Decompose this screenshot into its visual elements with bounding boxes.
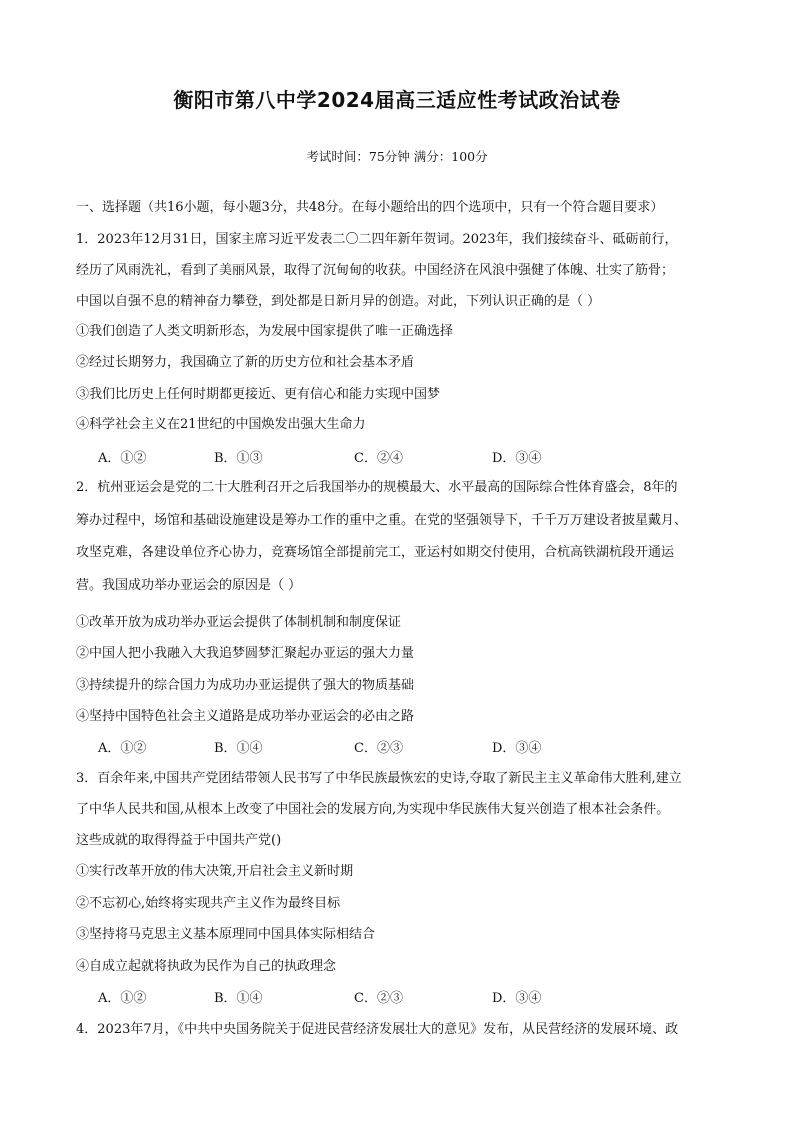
page-title: 衡阳市第八中学2024届高三适应性考试政治试卷: [173, 88, 621, 112]
q2-line-3: 攻坚克难，各建设单位齐心协力，竞赛场馆全部提前完工，亚运村如期交付使用，合杭高铁湖杭段开通运: [76, 545, 675, 560]
q2-option-a: A．①②: [98, 741, 147, 756]
q1-option-a: A．①②: [98, 451, 147, 466]
q3-line-3: 这些成就的取得得益于中国共产党(): [76, 833, 282, 848]
q1-item-3: ③我们比历史上任何时期都更接近、更有信心和能力实现中国梦: [76, 387, 441, 402]
q3-option-c: C．②③: [354, 991, 403, 1006]
q2-item-2: ②中国人把小我融入大我追梦圆梦汇聚起办亚运的强大力量: [76, 646, 415, 661]
q3-item-3: ③坚持将马克思主义基本原理同中国具体实际相结合: [76, 927, 376, 942]
exam-info: 考试时间：75分钟 满分：100分: [306, 149, 488, 164]
q3-option-d: D．③④: [492, 991, 542, 1006]
q1-item-2: ②经过长期努力，我国确立了新的历史方位和社会基本矛盾: [76, 355, 415, 370]
section-heading: 一、选择题（共16小题，每小题3分，共48分。在每小题给出的四个选项中，只有一个符合题目要求）: [76, 200, 664, 215]
q2-line-1: 2．杭州亚运会是党的二十大胜利召开之后我国举办的规模最大、水平最高的国际综合性体育盛会，8年的: [76, 480, 678, 495]
q1-line-3: 中国以自强不息的精神奋力攀登，到处都是日新月异的创造。对此，下列认识正确的是（ ）: [76, 294, 601, 309]
q1-option-b: B．①③: [214, 451, 263, 466]
q3-item-4: ④自成立起就将执政为民作为自己的执政理念: [76, 959, 337, 974]
q2-item-1: ①改革开放为成功举办亚运会提供了体制机制和制度保证: [76, 615, 402, 630]
q2-item-3: ③持续提升的综合国力为成功办亚运提供了强大的物质基础: [76, 678, 415, 693]
q2-line-2: 筹办过程中，场馆和基础设施建设是筹办工作的重中之重。在党的坚强领导下，千千万万建设者披星戴月、: [76, 513, 688, 528]
q2-option-d: D．③④: [492, 741, 542, 756]
q3-option-b: B．①④: [214, 991, 263, 1006]
q2-line-4: 营。我国成功举办亚运会的原因是（ ）: [76, 578, 302, 593]
q3-line-1: 3．百余年来,中国共产党团结带领人民书写了中华民族最恢宏的史诗,夺取了新民主主义革命伟大胜利,建立: [76, 771, 682, 786]
q1-option-d: D．③④: [492, 451, 542, 466]
q2-option-c: C．②③: [354, 741, 403, 756]
q1-line-1: 1．2023年12月31日，国家主席习近平发表二〇二四年新年贺词。2023年，我们接续奋斗、砥砺前行，: [76, 232, 678, 247]
q3-option-a: A．①②: [98, 991, 147, 1006]
q2-item-4: ④坚持中国特色社会主义道路是成功举办亚运会的必由之路: [76, 709, 415, 724]
q1-option-c: C．②④: [354, 451, 403, 466]
q3-item-2: ②不忘初心,始终将实现共产主义作为最终目标: [76, 896, 341, 911]
q3-item-1: ①实行改革开放的伟大决策,开启社会主义新时期: [76, 864, 354, 879]
q1-item-1: ①我们创造了人类文明新形态，为发展中国家提供了唯一正确选择: [76, 324, 454, 339]
q2-option-b: B．①④: [214, 741, 263, 756]
q1-line-2: 经历了风雨洗礼，看到了美丽风景，取得了沉甸甸的收获。中国经济在风浪中强健了体魄、壮实了筋骨；: [76, 263, 675, 278]
q3-line-2: 了中华人民共和国,从根本上改变了中国社会的发展方向,为实现中华民族伟大复兴创造了根本社会条件。: [76, 802, 670, 817]
q1-item-4: ④科学社会主义在21世纪的中国焕发出强大生命力: [76, 417, 366, 432]
q4-line-1: 4．2023年7月，《中共中央国务院关于促进民营经济发展壮大的意见》发布，从民营经济的发展环境、政: [76, 1022, 679, 1037]
